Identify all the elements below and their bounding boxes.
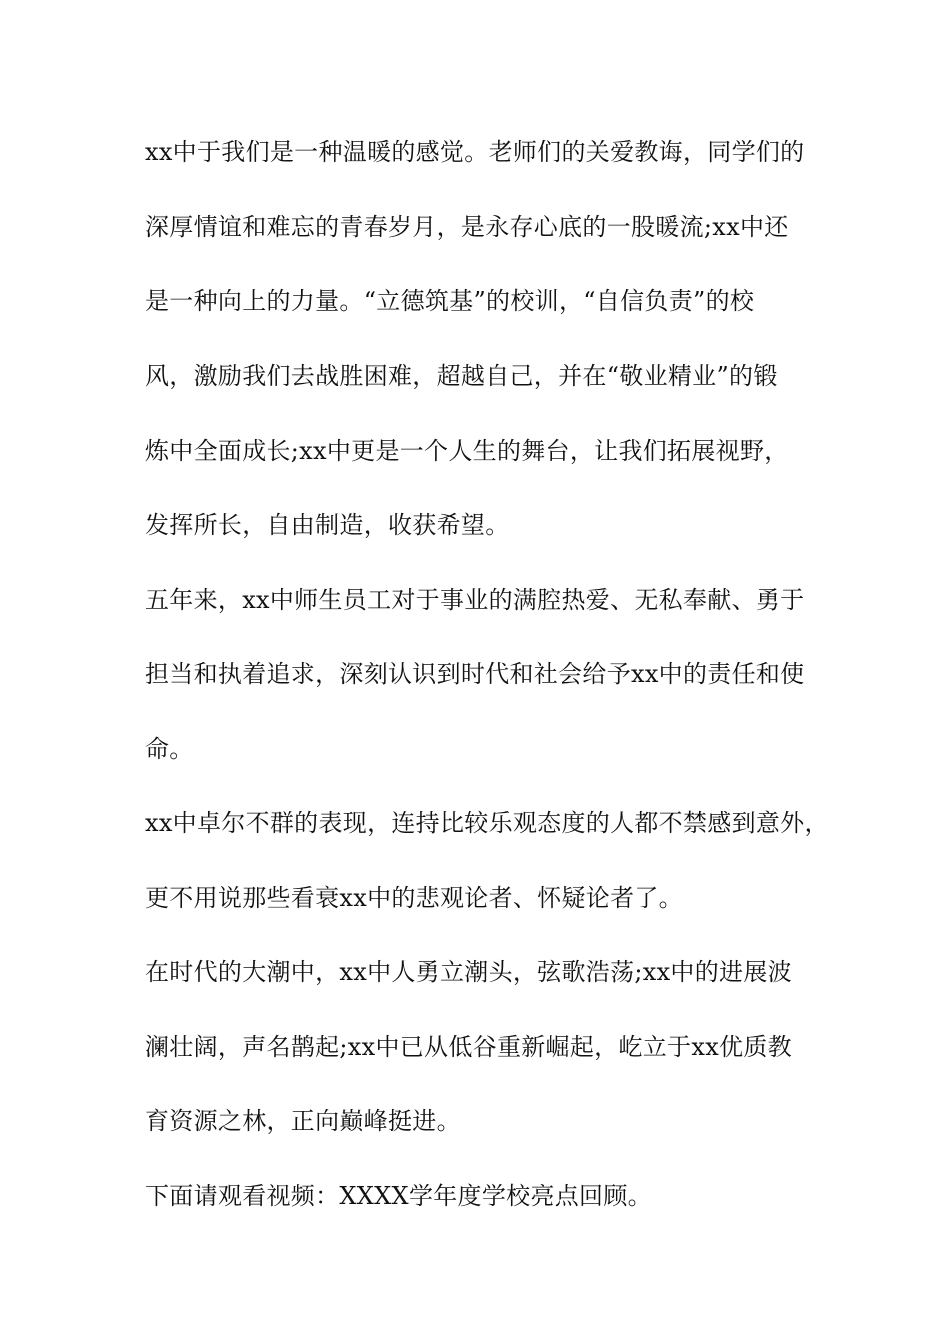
text-line: 是一种向上的力量。“立德筑基”的校训，“自信负责”的校 xyxy=(145,287,755,315)
text-line: 深厚情谊和难忘的青春岁月，是永存心底的一股暖流;xx中还 xyxy=(145,213,789,241)
text-line: 在时代的大潮中，xx中人勇立潮头，弦歌浩荡;xx中的进展波 xyxy=(145,958,792,986)
text-line: 风，激励我们去战胜困难，超越自己，并在“敬业精业”的锻 xyxy=(145,362,778,390)
text-line: 育资源之林，正向巅峰挺进。 xyxy=(145,1107,461,1135)
text-line: 命。 xyxy=(145,735,194,763)
text-line: 澜壮阔，声名鹊起;xx中已从低谷重新崛起，屹立于xx优质教 xyxy=(145,1033,792,1061)
text-line: 发挥所长，自由制造，收获希望。 xyxy=(145,511,510,539)
text-line: 担当和执着追求，深刻认识到时代和社会给予xx中的责任和使 xyxy=(145,660,805,688)
text-line: xx中卓尔不群的表现，连持比较乐观态度的人都不禁感到意外， xyxy=(145,809,829,837)
text-line: 下面请观看视频：XXXX学年度学校亮点回顾。 xyxy=(145,1182,652,1210)
text-line: 五年来，xx中师生员工对于事业的满腔热爱、无私奉献、勇于 xyxy=(145,586,805,614)
text-line: xx中于我们是一种温暖的感觉。老师们的关爱教诲，同学们的 xyxy=(145,138,805,166)
text-line: 更不用说那些看衰xx中的悲观论者、怀疑论者了。 xyxy=(145,884,683,912)
text-line: 炼中全面成长;xx中更是一个人生的舞台，让我们拓展视野， xyxy=(145,437,789,465)
